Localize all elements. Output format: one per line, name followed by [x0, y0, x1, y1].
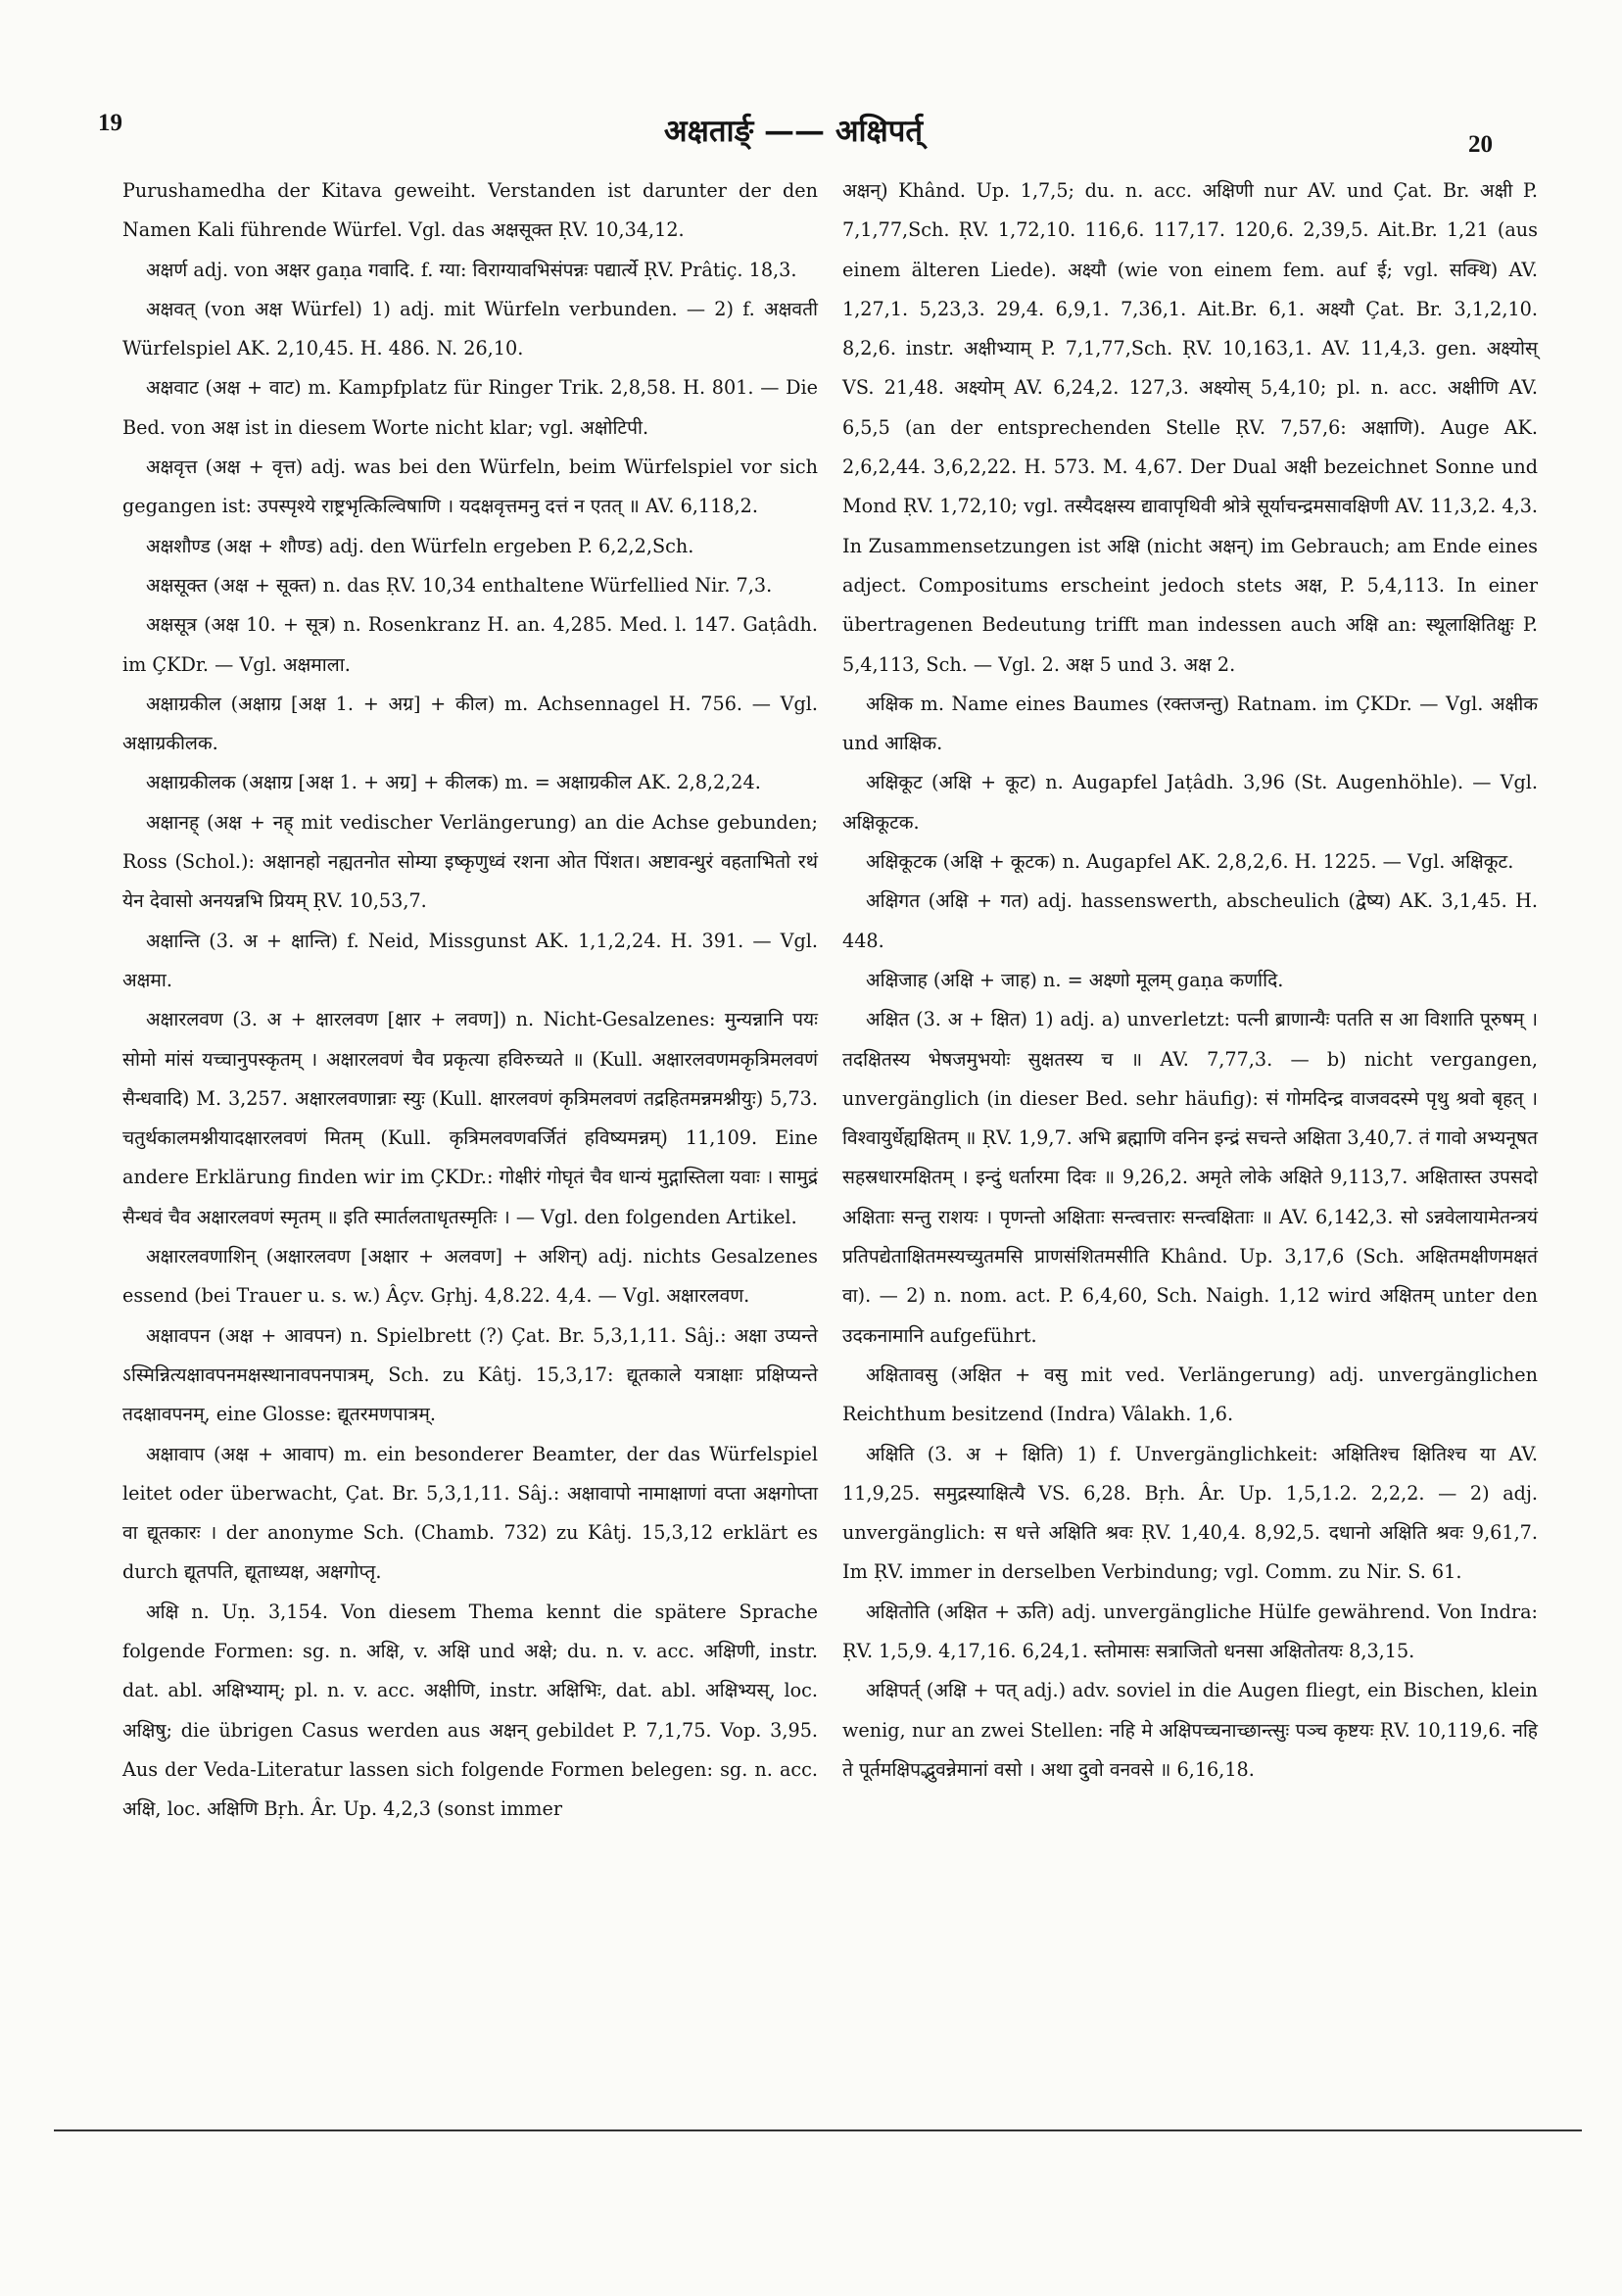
left-column: [122, 171, 818, 1829]
dictionary-entry: अक्षि n. Uṇ. 3,154. Von diesem Thema kennt die spätere Sprache folgende Formen: sg. n. अक्षि, v. अक्षि und अक्षे; du. n. v. acc. अक्षिणी, instr. dat. abl. अक्षिभ्याम्; pl. n. v. acc. अक्षीणि, instr. अक्षिभिः, dat. abl. अक्षिभ्यस्, loc. अक्षिषु; die übrigen Casus werden aus अक्षन् gebildet P. 7,1,75. Vop. 3,95. Aus der Veda-Literatur lassen sich folgende Formen belegen: sg. n. acc. अक्षि, loc. अक्षिणि Bṛh. Âr. Up. 4,2,3 (sonst immer: [122, 1600, 818, 1821]
dictionary-entry: अक्षिति (3. अ + क्षिति) 1) f. Unvergänglichkeit: अक्षितिश्च क्षितिश्च या AV. 11,9,25. समुद्रस्याक्षित्यै VS. 6,28. Bṛh. Âr. Up. 1,5,1.2. 2,2,2. — 2) adj. unvergänglich: स धत्ते अक्षिति श्रवः ṚV. 1,40,4. 8,92,5. दधानो अक्षिति श्रवः 9,61,7. Im ṚV. immer in derselben Verbindung; vgl. Comm. zu Nir. S. 61.: [842, 1442, 1538, 1584]
dictionary-entry: अक्षवत् (von अक्ष Würfel) 1) adj. mit Würfeln verbunden. — 2) f. अक्षवती Würfelspiel AK. 2,10,45. H. 486. N. 26,10.: [122, 297, 818, 360]
dictionary-entry: अक्षसूत्र (अक्ष 10. + सूत्र) n. Rosenkranz H. an. 4,285. Med. l. 147. Gaṭâdh. im ÇKDr. — Vgl. अक्षमाला.: [122, 613, 818, 676]
dictionary-entry: अक्षानह् (अक्ष + नह् mit vedischer Verlängerung) an die Achse gebunden; Ross (Schol.): अक्षानहो नह्यतनोत सोम्या इष्कृणुध्वं रशना ओत पिंशत। अष्टावन्धुरं वहताभितो रथं येन देवासो अनयन्नभि प्रियम् ṚV. 10,53,7.: [122, 810, 818, 913]
dictionary-entry: अक्षावाप (अक्ष + आवाप) m. ein besonderer Beamter, der das Würfelspiel leitet oder überwacht, Çat. Br. 5,3,1,11. Sâj.: अक्षावापो नामाक्षाणां वप्ता अक्षगोप्ता वा द्यूतकारः । der anonyme Sch. (Chamb. 732) zu Kâtj. 15,3,12 erklärt es durch द्यूतपति, द्यूताध्यक्ष, अक्षगोप्तृ.: [122, 1442, 818, 1584]
dictionary-entry: अक्षशौण्ड (अक्ष + शौण्ड) adj. den Würfeln ergeben P. 6,2,2,Sch.: [146, 534, 694, 557]
dictionary-entry: अक्षारलवणाशिन् (अक्षारलवण [अक्षार + अलवण] + अशिन्) adj. nichts Gesalzenes essend (bei Trauer u. s. w.) Âçv. Gṛhj. 4,8.22. 4,4. — Vgl. अक्षारलवण.: [122, 1245, 818, 1308]
page-number-left: 19: [98, 110, 122, 136]
page-number-right: 20: [1468, 131, 1493, 158]
dictionary-entry: अक्षिपर्त् (अक्षि + पत् adj.) adv. soviel in die Augen fliegt, ein Bischen, klein wenig, nur an zwei Stellen: नहि मे अक्षिपच्चनाच्छान्त्सुः पञ्च कृष्टयः ṚV. 10,119,6. नहि ते पूर्तमक्षिपद्भुवन्नेमानां वसो । अथा दुवो वनवसे ॥ 6,16,18.: [842, 1679, 1538, 1781]
dictionary-entry: अक्षिकूट (अक्षि + कूट) n. Augapfel Jaṭâdh. 3,96 (St. Augenhöhle). — Vgl. अक्षिकूटक.: [842, 771, 1538, 834]
dictionary-entry: अक्षित (3. अ + क्षित) 1) adj. a) unverletzt: पत्नी ब्राणान्यैः पतति स आ विशाति पूरुषम् । तदक्षितस्य भेषजमुभयोः सुक्षतस्य च ॥ AV. 7,77,3. — b) nicht vergangen, unvergänglich (in dieser Bed. sehr häufig): सं गोमदिन्द्र वाजवदस्मे पृथु श्रवो बृहत् । विश्वायुर्धेह्यक्षितम् ॥ ṚV. 1,9,7. अभि ब्रह्माणि वनिन इन्द्रं सचन्ते अक्षिता 3,40,7. तं गावो अभ्यनूषत सहस्रधारमक्षितम् । इन्दुं धर्तारमा दिवः ॥ 9,26,2. अमृते लोके अक्षिते 9,113,7. अक्षितास्त उपसदो अक्षिताः सन्तु राशयः । पृणन्तो अक्षिताः सन्त्वत्तारः सन्त्वक्षिताः ॥ AV. 6,142,3. सो ऽन्नवेलायामेतन्त्रयं प्रतिपद्येताक्षितमस्यच्युतमसि प्राणसंशितमसीति Khând. Up. 3,17,6 (Sch. अक्षितमक्षीणमक्षतं वा). — 2) n. nom. act. P. 6,4,60, Sch. Naigh. 1,12 wird अक्षितम् unter den उदकनामानि aufgeführt.: [842, 1008, 1538, 1347]
dictionary-entry: अक्षर्ण adj. von अक्षर gaṇa गवादि. f. ग्या: विराग्यावभिसंपन्नः पद्यार्त्ये ṚV. Prâtiç. 18,3.: [146, 258, 797, 281]
dictionary-entry: अक्षितोति (अक्षित + ऊति) adj. unvergängliche Hülfe gewährend. Von Indra: ṚV. 1,5,9. 4,17,16. 6,24,1. स्तोमासः सत्राजितो धनसा अक्षितोतयः 8,3,15.: [842, 1600, 1538, 1662]
dictionary-entry: अक्षाग्रकीलक (अक्षाग्र [अक्ष 1. + अग्र] + कीलक) m. = अक्षाग्रकील AK. 2,8,2,24.: [146, 771, 761, 794]
dictionary-entry: अक्षान्ति (3. अ + क्षान्ति) f. Neid, Missgunst AK. 1,1,2,24. H. 391. — Vgl. अक्षमा.: [122, 929, 818, 991]
dictionary-entry: Purushamedha der Kitava geweiht. Verstanden ist darunter der den Namen Kali führende Würfel. Vgl. das अक्षसूक्त ṚV. 10,34,12.: [122, 179, 818, 242]
dictionary-entry: अक्षवृत्त (अक्ष + वृत्त) adj. was bei den Würfeln, beim Würfelspiel vor sich gegangen ist: उपस्पृश्ये राष्ट्रभृत्किल्विषाणि । यदक्षवृत्तमनु दत्तं न एतत् ॥ AV. 6,118,2.: [122, 455, 818, 518]
right-column: [842, 171, 1538, 1790]
dictionary-entry: अक्षन्) Khând. Up. 1,7,5; du. n. acc. अक्षिणी nur AV. und Çat. Br. अक्षी P. 7,1,77,Sch. ṚV. 1,72,10. 116,6. 117,17. 120,6. 2,39,5. Ait.Br. 1,21 (aus einem älteren Liede). अक्ष्यौ (wie von einem fem. auf ई; vgl. सक्थि) AV. 1,27,1. 5,23,3. 29,4. 6,9,1. 7,36,1. Ait.Br. 6,1. अक्ष्यौ Çat. Br. 3,1,2,10. 8,2,6. instr. अक्षीभ्याम् P. 7,1,77,Sch. ṚV. 10,163,1. AV. 11,4,3. gen. अक्ष्योस् VS. 21,48. अक्ष्योम् AV. 6,24,2. 127,3. अक्ष्योस् 5,4,10; pl. n. acc. अक्षीणि AV. 6,5,5 (an der entsprechenden Stelle ṚV. 7,57,6: अक्षाणि). Auge AK. 2,6,2,44. 3,6,2,22. H. 573. M. 4,67. Der Dual अक्षी bezeichnet Sonne und Mond ṚV. 1,72,10; vgl. तस्यैदक्षस्य द्यावापृथिवी श्रोत्रे सूर्याचन्द्रमसावक्षिणी AV. 11,3,2. 4,3. In Zusammensetzungen ist अक्षि (nicht अक्षन्) im Gebrauch; am Ende eines adject. Compositums erscheint jedoch stets अक्ष, P. 5,4,113. In einer übertragenen Bedeutung trifft man indessen auch अक्षि an: स्थूलाक्षितिक्षुः P. 5,4,113, Sch. — Vgl. 2. अक्ष 5 und 3. अक्ष 2.: [842, 179, 1538, 676]
dictionary-entry: अक्षारलवण (3. अ + क्षारलवण [क्षार + लवण]) n. Nicht-Gesalzenes: मुन्यन्नानि पयः सोमो मांसं यच्चानुपस्कृतम् । अक्षारलवणं चैव प्रकृत्या हविरुच्यते ॥ (Kull. अक्षारलवणमकृत्रिमलवणं सैन्धवादि) M. 3,257. अक्षारलवणान्नाः स्युः (Kull. क्षारलवणं कृत्रिमलवणं तद्रहितमन्नमश्नीयुः) 5,73. चतुर्थकालमश्नीयादक्षारलवणं मितम् (Kull. कृत्रिमलवणवर्जितं हविष्यमन्नम्) 11,109. Eine andere Erklärung finden wir im ÇKDr.: गोक्षीरं गोघृतं चैव धान्यं मुद्गास्तिला यवाः । सामुद्रं सैन्धवं चैव अक्षारलवणं स्मृतम् ॥ इति स्मार्तलताधृतस्मृतिः । — Vgl. den folgenden Artikel.: [122, 1008, 818, 1228]
dictionary-entry: अक्षिगत (अक्षि + गत) adj. hassenswerth, abscheulich (द्वेष्य) AK. 3,1,45. H. 448.: [842, 889, 1538, 952]
dictionary-entry: अक्षसूक्त (अक्ष + सूक्त) n. das ṚV. 10,34 enthaltene Würfellied Nir. 7,3.: [146, 573, 773, 597]
dictionary-entry: अक्षाग्रकील (अक्षाग्र [अक्ष 1. + अग्र] + कील) m. Achsennagel H. 756. — Vgl. अक्षाग्रकीलक.: [122, 692, 818, 755]
bottom-rule: [54, 2129, 1582, 2131]
dictionary-entry: अक्षवाट (अक्ष + वाट) m. Kampfplatz für Ringer Trik. 2,8,58. H. 801. — Die Bed. von अक्ष ist in diesem Worte nicht klar; vgl. अक्षोटिपी.: [122, 376, 818, 439]
dictionary-entry: अक्षितावसु (अक्षित + वसु mit ved. Verlängerung) adj. unvergänglichen Reichthum besitzend (Indra) Vâlakh. 1,6.: [842, 1363, 1538, 1426]
page-header: [88, 110, 1499, 159]
dictionary-entry: अक्षिजाह (अक्षि + जाह) n. = अक्ष्णो मूलम् gaṇa कर्णादि.: [866, 968, 1284, 991]
dictionary-entry: अक्षिक m. Name eines Baumes (रक्तजन्तु) Ratnam. im ÇKDr. — Vgl. अक्षीक und आक्षिक.: [842, 692, 1538, 755]
dictionary-entry: अक्षिकूटक (अक्षि + कूटक) n. Augapfel AK. 2,8,2,6. H. 1225. — Vgl. अक्षिकूट.: [866, 850, 1514, 874]
running-headword: अक्षतार्ङ् —— अक्षिपर्त्: [663, 114, 924, 149]
dictionary-entry: अक्षावपन (अक्ष + आवपन) n. Spielbrett (?) Çat. Br. 5,3,1,11. Sâj.: अक्षा उप्यन्ते ऽस्मिन्नित्यक्षावपनमक्षस्थानावपनपात्रम्, Sch. zu Kâtj. 15,3,17: द्यूतकाले यत्राक्षाः प्रक्षिप्यन्ते तदक्षावपनम्, eine Glosse: द्यूतरमणपात्रम्.: [122, 1323, 818, 1426]
